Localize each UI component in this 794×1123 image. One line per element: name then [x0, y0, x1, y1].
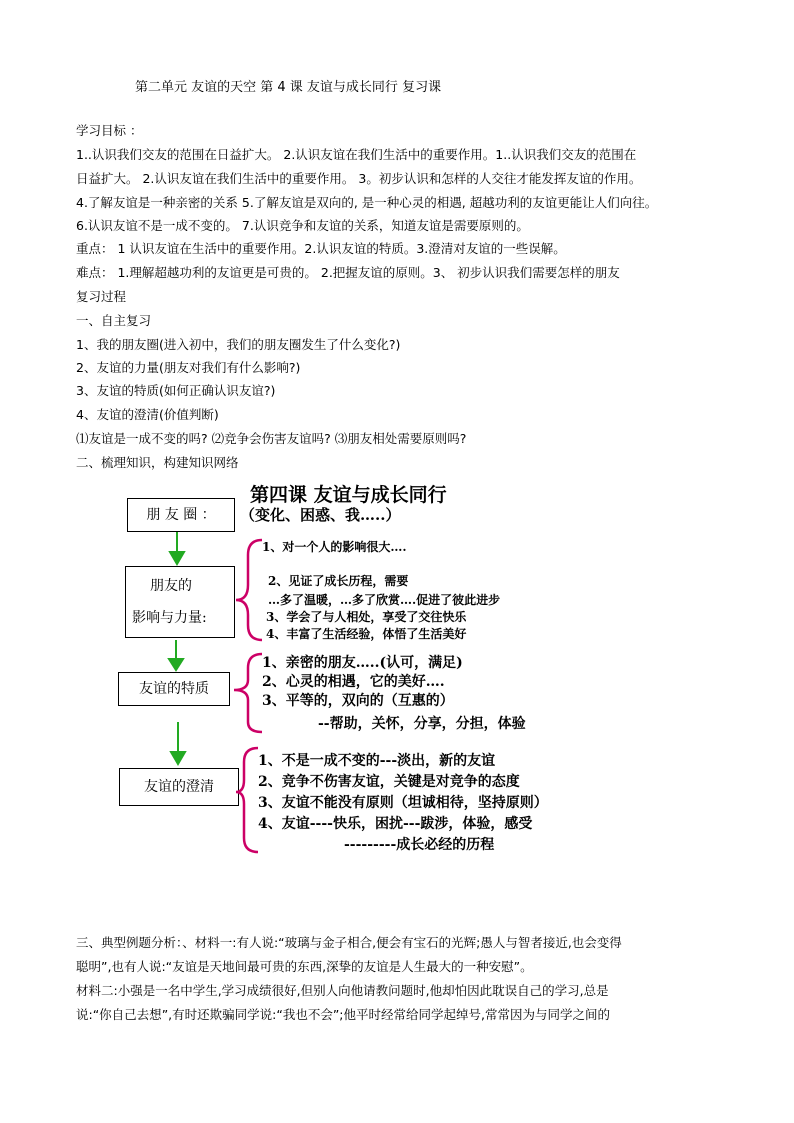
section-1-item: 4、友谊的澄清(价值判断)	[76, 407, 219, 422]
key-points: 重点： 1 认识友谊在生活中的重要作用。2.认识友谊的特质。3.澄清对友谊的一些误解。	[76, 241, 566, 256]
section-3-line-3: 材料二:小强是一名中学生,学习成绩很好,但别人向他请教问题时,他却怕因此耽误自己的学习,总是	[76, 983, 609, 998]
diagram-subtitle: （变化、困惑、我…..）	[240, 506, 401, 524]
clarify-point: 1、不是一成不变的---淡出，新的友谊	[258, 753, 496, 769]
section-1-item: 2、友谊的力量(朋友对我们有什么影响?)	[76, 360, 301, 375]
box-friendship-traits	[118, 672, 230, 706]
arrow-down-icon	[170, 532, 184, 564]
influence-point: 2、见证了成长历程，需要	[268, 574, 409, 588]
lesson-title: 第二单元 友谊的天空 第 4 课 友谊与成长同行 复习课	[135, 80, 442, 95]
box-friend-circle	[127, 498, 235, 532]
influence-point: 3、学会了与人相处，享受了交往快乐	[266, 610, 467, 624]
section-1-item: 1、我的朋友圈(进入初中，我们的朋友圈发生了什么变化?)	[76, 337, 401, 352]
objectives-line-3: 4.了解友谊是一种亲密的关系 5.了解友谊是双向的, 是一种心灵的相遇, 超越功利的友谊更能让人们向往。	[76, 195, 658, 210]
trait-point: --帮助，关怀，分享，分担，体验	[318, 716, 526, 732]
box-friend-influence-line-2: 影响与力量:	[132, 610, 207, 626]
objectives-line-2: 日益扩大。 2.认识友谊在我们生活中的重要作用。 3。初步认识和怎样的人交往才能发挥友谊的作用。	[76, 171, 642, 186]
arrow-down-icon	[171, 722, 185, 764]
influence-point: 1、对一个人的影响很大….	[262, 540, 407, 554]
section-1-item: 3、友谊的特质(如何正确认识友谊?)	[76, 383, 276, 398]
diagram-title: 第四课 友谊与成长同行	[250, 484, 447, 506]
objectives-line-1: 1..认识我们交友的范围在日益扩大。 2.认识友谊在我们生活中的重要作用。1..认识我们交友的范围在	[76, 147, 637, 162]
objectives-line-4: 6.认识友谊不是一成不变的。 7.认识竞争和友谊的关系，知道友谊是需要原则的。	[76, 218, 529, 233]
section-3-line-4: 说:“你自己去想”,有时还欺骗同学说:“我也不会”;他平时经常给同学起绰号,常常因为与同学之间的	[76, 1007, 610, 1022]
box-friendship-clarify-label: 友谊的澄清	[144, 779, 214, 795]
difficulties: 难点： 1.理解超越功利的友谊更是可贵的。 2.把握友谊的原则。3、 初步认识我们需要怎样的朋友	[76, 265, 620, 280]
clarify-point: 3、友谊不能没有原则（坦诚相待，坚持原则）	[258, 795, 548, 811]
box-friend-influence	[125, 566, 235, 638]
section-3-line-1: 三、典型例题分析：、材料一:有人说:“玻璃与金子相合,便会有宝石的光辉;愚人与智者接近,也会变得	[76, 935, 622, 950]
brace-left-icon	[236, 748, 258, 852]
trait-point: 1、亲密的朋友…..(认可，满足)	[262, 655, 463, 671]
influence-point: 4、丰富了生活经验，体悟了生活美好	[266, 627, 467, 641]
influence-point: …多了温暖，…多了欣赏….促进了彼此进步	[268, 593, 501, 607]
clarify-point: ---------成长必经的历程	[344, 837, 495, 853]
box-friend-circle-label: 朋 友 圈 ：	[146, 507, 216, 523]
arrow-down-icon	[169, 640, 183, 670]
clarify-point: 4、友谊----快乐，困扰---跋涉，体验，感受	[258, 816, 533, 832]
box-friendship-traits-label: 友谊的特质	[139, 681, 209, 697]
section-1-subquestions: ⑴友谊是一成不变的吗? ⑵竞争会伤害友谊吗? ⑶朋友相处需要原则吗?	[76, 431, 467, 446]
review-process-label: 复习过程	[76, 289, 127, 304]
section-1-heading: 一、自主复习	[76, 313, 152, 328]
clarify-point: 2、竞争不伤害友谊，关键是对竞争的态度	[258, 774, 520, 790]
brace-left-icon	[236, 540, 262, 640]
section-2-heading: 二、梳理知识，构建知识网络	[76, 455, 239, 470]
section-3-line-2: 聪明”,也有人说:“友谊是天地间最可贵的东西,深挚的友谊是人生最大的一种安慰”。	[76, 959, 533, 974]
objectives-label: 学习目标 ：	[76, 123, 143, 138]
box-friendship-clarify	[119, 768, 239, 806]
box-friend-influence-line-1: 朋友的	[150, 578, 192, 594]
brace-left-icon	[234, 654, 262, 732]
trait-point: 3、平等的，双向的（互惠的）	[262, 693, 454, 709]
trait-point: 2、心灵的相遇，它的美好….	[262, 674, 445, 690]
